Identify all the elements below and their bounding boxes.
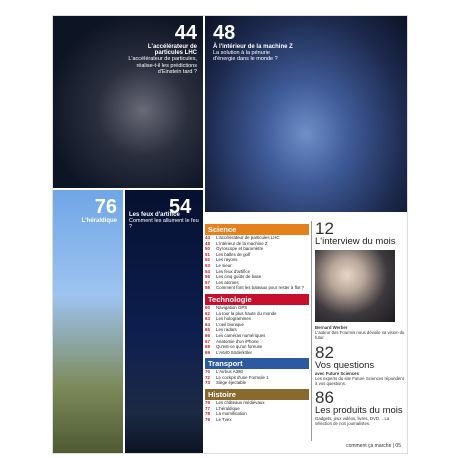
questions-sub: avec Future Sciences [315,370,359,376]
toc-title: Les balles de golf [216,251,251,257]
toc-title: La momification [216,411,247,417]
toc-title: Les caméras numériques [216,332,266,338]
products-title: Les produits du mois [315,405,403,417]
toc-title: Siège éjectable [216,380,247,386]
toc-page-number: 78 [205,411,210,417]
magazine-page [52,15,408,454]
toc-page-number: 54 [205,268,210,274]
machine-z-photo [205,16,407,212]
article-title-heraldry: L'héraldique [81,218,117,224]
toc-page-number: 70 [205,369,210,375]
page-number-54: 54 [169,196,192,218]
page-number-82: 82 [315,342,334,362]
toc-page-number: 73 [205,380,210,386]
article-desc-lhc: L'accélérateur de particules, réalise-t-il les prédictions d'Einstein tard ? [128,56,197,75]
fireworks-photo [125,190,203,453]
interview-title: L'interview du mois [315,236,396,247]
article-desc-fireworks: Comment les allument le feu ? [129,218,199,231]
toc-title: Les châteaux médiévaux [216,400,265,406]
toc-page-number: 57 [205,279,210,285]
toc-entry [205,285,309,291]
toc-page-number: 65 [205,327,210,333]
toc-title: Comment font les bateaux pour rester à flot ? [216,285,305,291]
toc-page-number: 52 [205,257,210,263]
page-number-76: 76 [94,196,117,218]
toc-title: Le sieur [216,262,232,268]
toc-page-number: 77 [205,405,210,411]
toc-title: L'intérieur de la machine Z [216,240,268,246]
toc-title: L'accélérateur de particules LHC [216,235,280,240]
article-desc-machine-z: La solution à la pénurie d'énergie dans le monde ? [213,50,278,63]
interview-name: Bernard Werber [315,325,348,330]
toc-entry [205,417,309,423]
toc-page-number: 60 [205,304,210,310]
toc-page-number: 72 [205,374,210,380]
toc-page-number: 79 [205,416,210,422]
toc-title: L'héraldique [216,405,240,411]
toc-page-number: 56 [205,274,210,280]
toc-title: L'oeil bionique [216,321,244,327]
toc-page-number: 67 [205,338,210,344]
toc-title: Navigation GPS [216,304,248,310]
page-number-86: 86 [315,388,334,408]
toc-page-number: 53 [205,262,210,268]
interview-desc: L'auteur des Fourmis nous dévoile sa vision du futur. [315,330,405,341]
toc-entry [205,380,309,386]
questions-desc: Les experts du site Future Sciences répondent à vos questions. [315,375,404,387]
article-title-lhc: L'accélérateur de particules LHC [147,44,197,57]
toc-page-number: 76 [205,400,210,406]
page-number-44: 44 [174,22,197,44]
toc-title: Anatomie d'un iPhone [216,338,259,344]
toc-title: Les feux d'artifice [216,268,251,274]
toc-title: Les atomes [216,279,239,285]
toc-entry [205,350,309,356]
toc-title: Les cinq goûts de base [216,274,262,280]
page-number-48: 48 [213,22,236,44]
toc-page-number: 44 [205,235,210,240]
lhc-photo [53,16,203,188]
products-desc: Gadgets, jeux vidéos, livres, DVD… La sélection de nos journalistes. [315,416,390,427]
toc-title: Gyroscope et baromètre [216,246,264,252]
toc-title: Le Tvex [216,416,232,422]
toc-title: L'A640 Söderköler [216,349,252,355]
sidebar-features [315,221,405,427]
page-number-12: 12 [315,219,334,238]
questions-title: Vos questions [315,359,375,371]
toc-page-number: 48 [205,240,210,246]
toc-page-number: 68 [205,344,210,350]
table-of-contents [205,221,309,422]
article-title-machine-z: À l'intérieur de la machine Z [213,44,293,50]
toc-page-number: 58 [205,285,210,291]
toc-title: Les radars [216,327,237,333]
interview-portrait [315,250,395,322]
toc-title: L'Airbus A380 [216,369,243,375]
toc-title: La tour la plus haute du monde [216,310,277,316]
toc-title: Les rayons [216,257,238,263]
toc-title: Qu'est-ce qu'un foreuse [216,344,263,350]
toc-page-number: 69 [205,349,210,355]
page-footer: comment ça marche | 05 [346,443,401,449]
divider [311,221,312,441]
toc-title: Les hologrammes [216,316,251,322]
toc-page-number: 51 [205,251,210,257]
toc-page-number: 63 [205,316,210,322]
knight-photo [53,190,123,453]
section-header: Science [205,224,309,235]
article-title-fireworks: Les feux d'artifice [129,212,180,218]
section-header: Histoire [205,389,309,400]
toc-page-number: 50 [205,246,210,252]
toc-page-number: 66 [205,332,210,338]
toc-title: Le cockpit d'une Formule 1 [216,374,269,380]
toc-page-number: 62 [205,310,210,316]
toc-page-number: 64 [205,321,210,327]
section-header: Transport [205,358,309,369]
section-header: Technologie [205,294,309,305]
